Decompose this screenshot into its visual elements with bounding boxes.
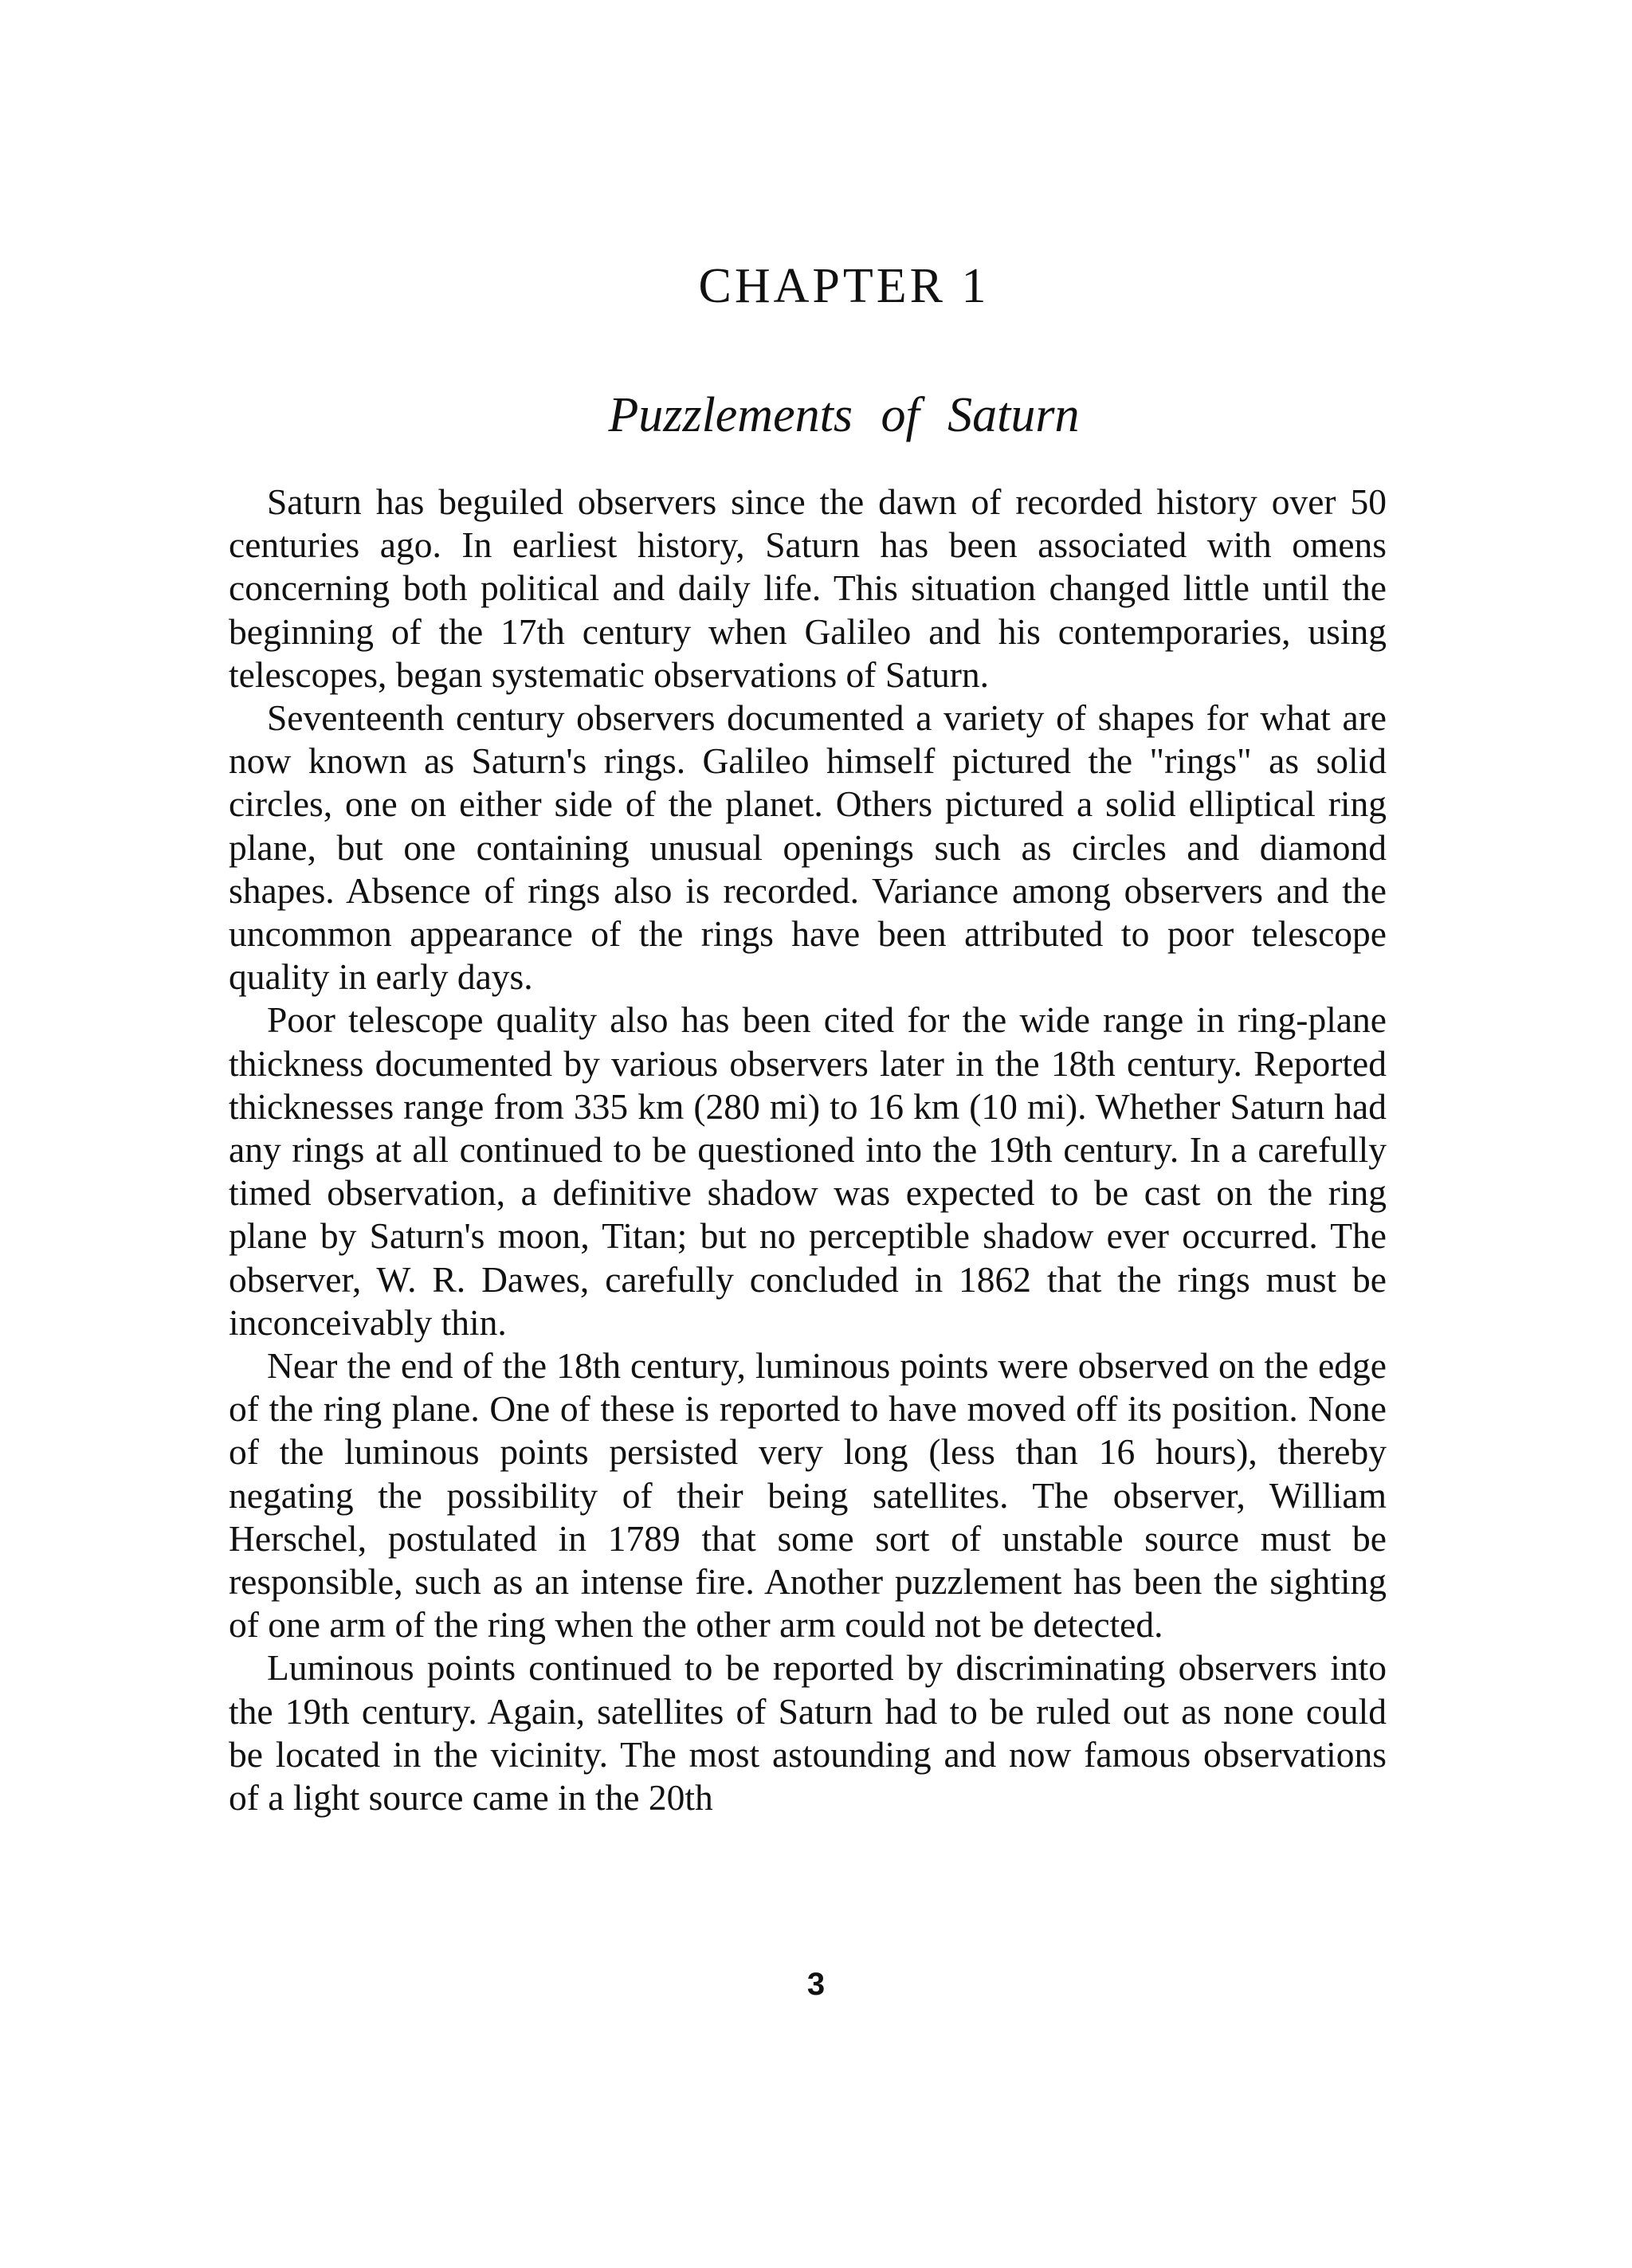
chapter-heading: CHAPTER 1 [698,259,990,313]
body-text [229,481,1387,1819]
paragraph: Poor telescope quality also has been cited for the wide range in ring-plane thickness documented by various observers later in the 18th century. Reported thicknesses range from 335 km (280 mi) to 16 km (10 mi). Whether Saturn had any rings at all continued to be questioned into the 19th century. In a carefully timed observation, a definitive shadow was expected to be cast on the ring plane by Saturn's moon, Titan; but no perceptible shadow ever occurred. The observer, W. R. Dawes, carefully concluded in 1862 that the rings must be inconceivably thin. [229,999,1387,1343]
chapter-subtitle: Puzzlements of Saturn [608,388,1080,442]
paragraph: Seventeenth century observers documented a variety of shapes for what are now known as Saturn's rings. Galileo himself pictured the "rings" as solid circles, one on either side of the planet. Others pictured a solid elliptical ring plane, but one containing unusual openings such as circles and diamond shapes. Absence of rings also is recorded. Variance among observers and the uncommon appearance of the rings have been attributed to poor telescope quality in early days. [229,697,1387,998]
paragraph: Near the end of the 18th century, luminous points were observed on the edge of the ring plane. One of these is reported to have moved off its position. None of the luminous points persisted very long (less than 16 hours), thereby negating the possibility of their being satellites. The observer, William Herschel, postulated in 1789 that some sort of unstable source must be responsible, such as an intense fire. Another puzzlement has been the sighting of one arm of the ring when the other arm could not be detected. [229,1345,1387,1646]
page-number: 3 [806,1967,826,2002]
paragraph: Saturn has beguiled observers since the dawn of recorded history over 50 centuries ago. In earliest history, Saturn has been associated with omens concerning both political and daily life. This situation changed little until the beginning of the 17th century when Galileo and his contemporaries, using telescopes, began systematic observations of Saturn. [229,481,1387,695]
paragraph: Luminous points continued to be reported by discriminating observers into the 19th century. Again, satellites of Saturn had to be ruled out as none could be located in the vicinity. The most astounding and now famous observations of a light source came in the 20th [229,1647,1387,1819]
